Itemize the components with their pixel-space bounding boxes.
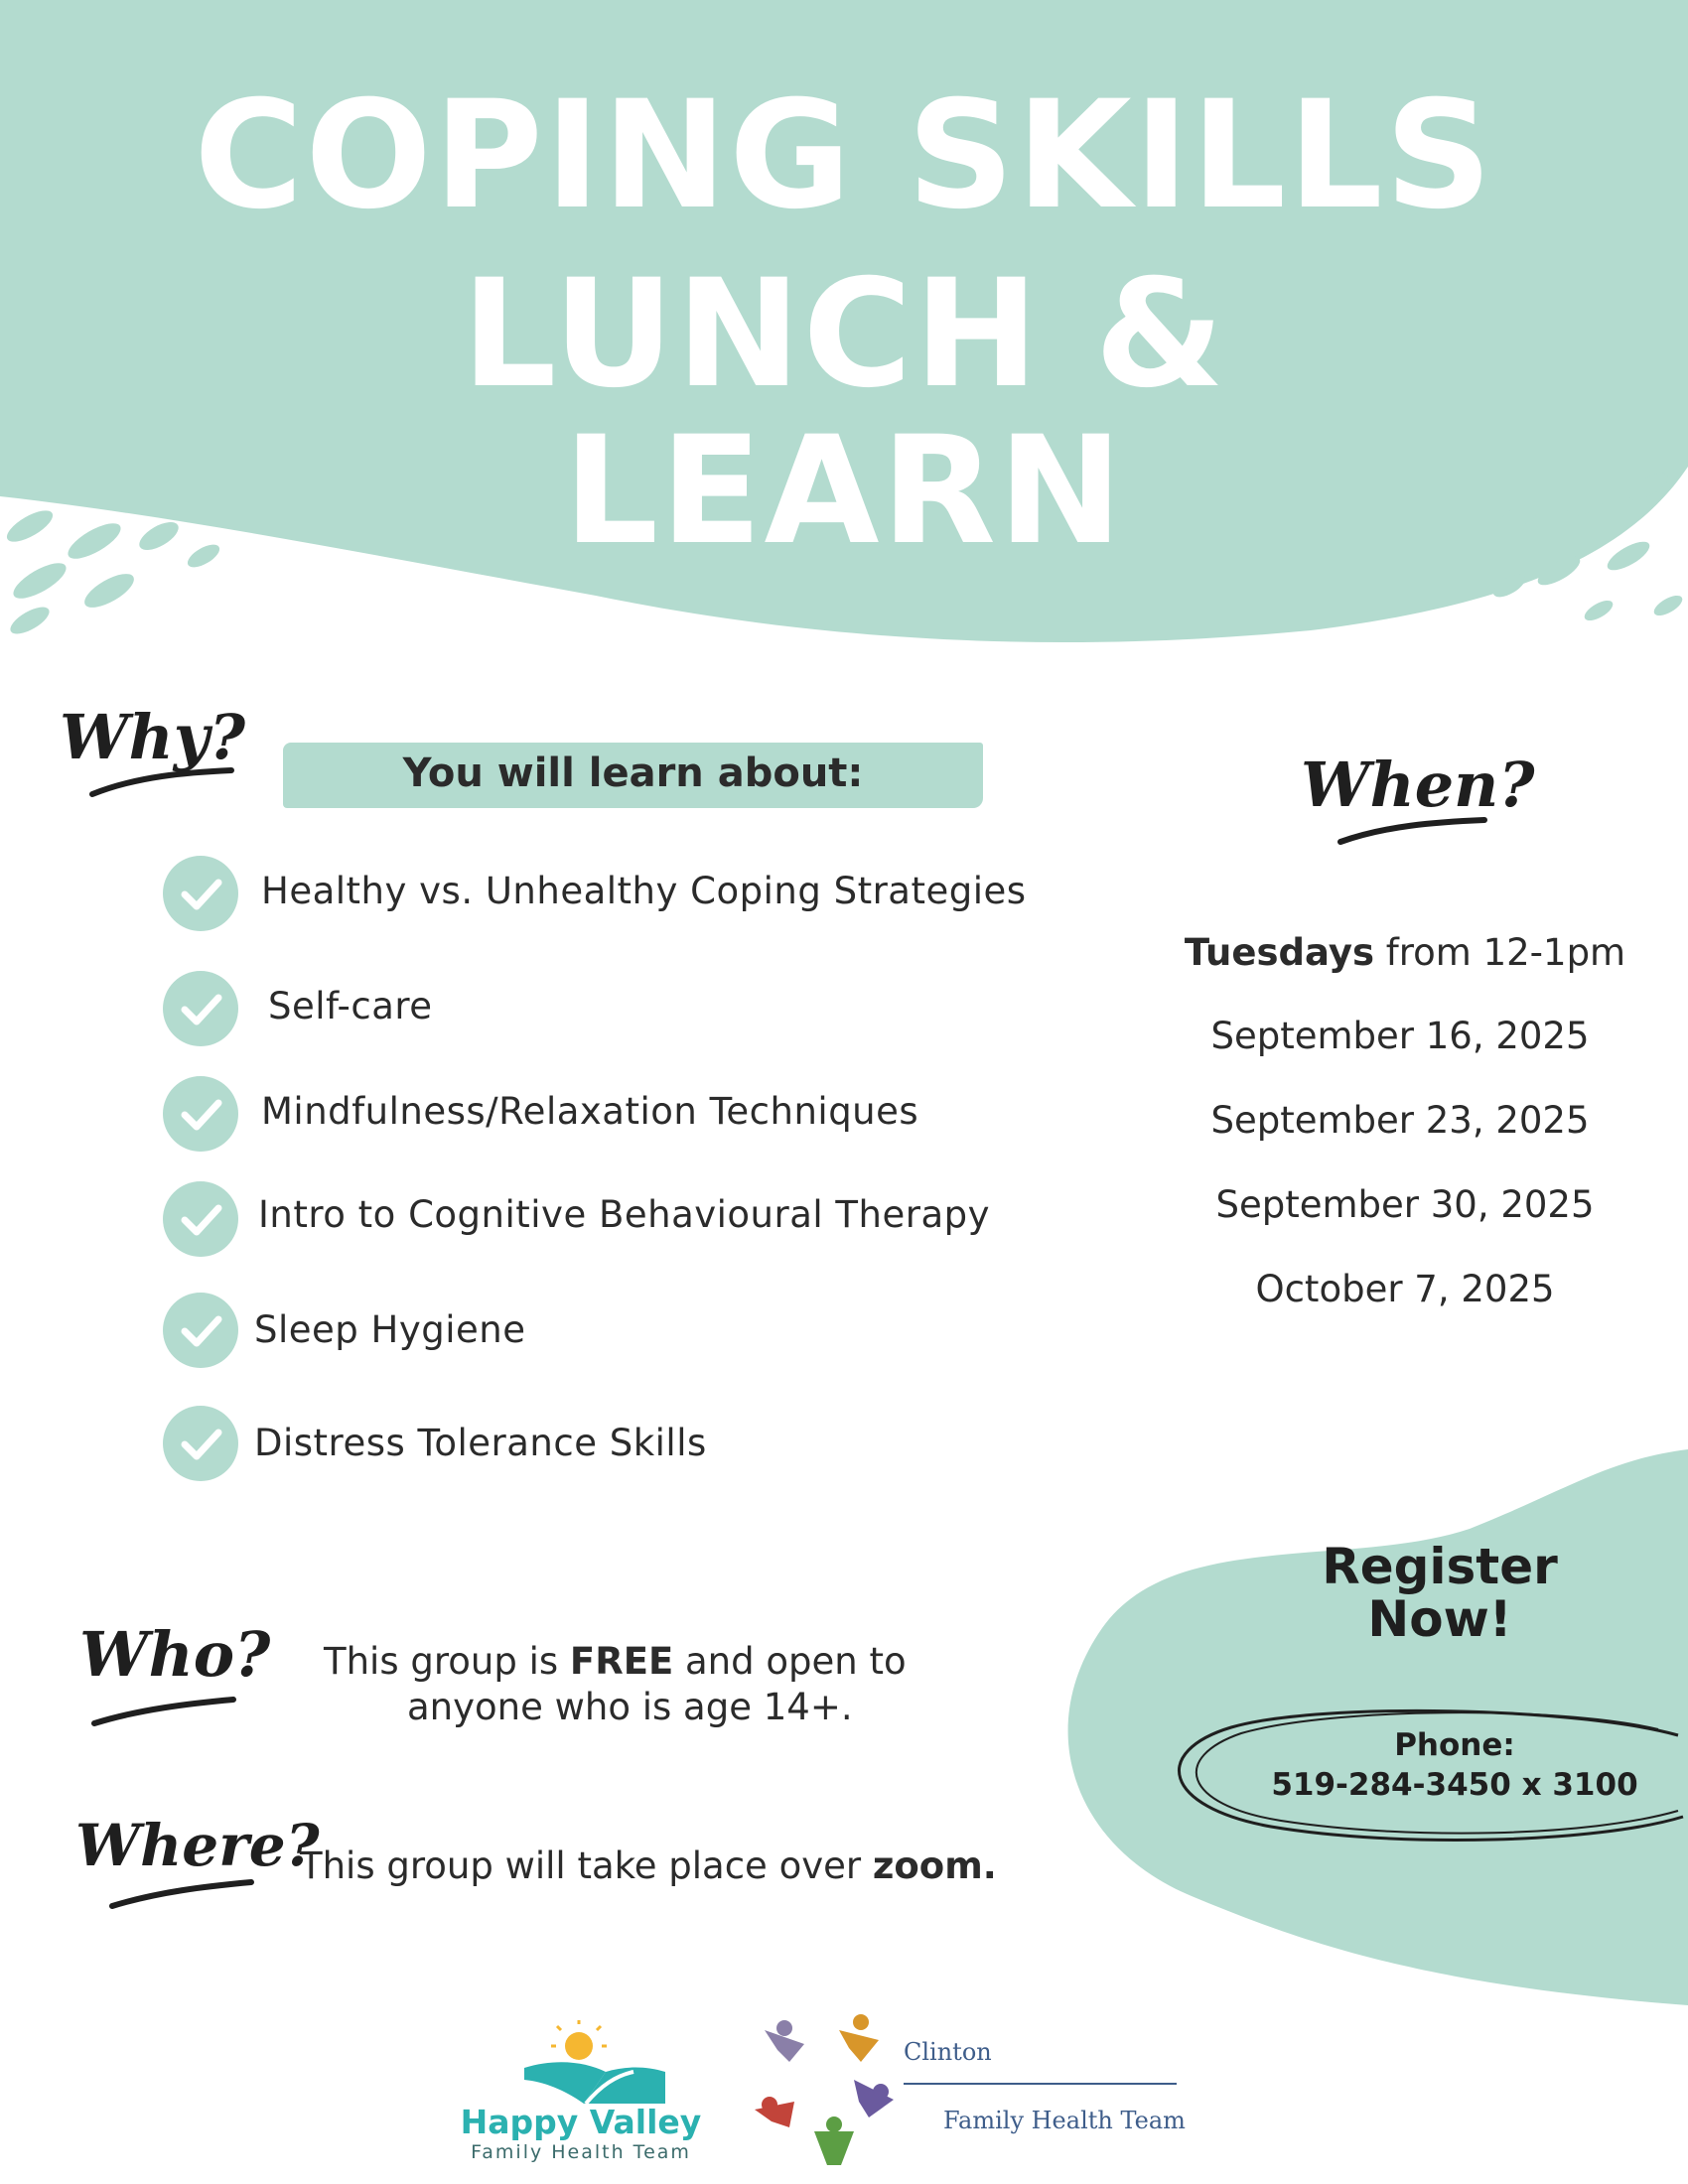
who-label: Who? [79, 1618, 271, 1691]
happy-valley-name: Happy Valley [460, 2103, 702, 2141]
where-zoom: zoom. [872, 1844, 997, 1887]
when-label: When? [1301, 749, 1535, 821]
check-icon [163, 856, 238, 931]
happy-valley-subtitle: Family Health Team [471, 2141, 691, 2163]
register-line-2: Now! [1367, 1589, 1512, 1648]
title-line-3: LEARN [563, 405, 1125, 578]
why-label: Why? [60, 701, 246, 773]
when-date: September 16, 2025 [1210, 1015, 1590, 1057]
phone-number[interactable]: 519-284-3450 x 3100 [1271, 1767, 1638, 1803]
register-line-1: Register [1322, 1538, 1558, 1595]
topic-item: Distress Tolerance Skills [254, 1422, 707, 1464]
topic-item: Intro to Cognitive Behavioural Therapy [258, 1193, 991, 1236]
where-text [300, 1844, 997, 1887]
check-icon [163, 1181, 238, 1257]
register-title [1251, 1538, 1628, 1648]
where-label: Where? [75, 1812, 320, 1879]
when-date: September 30, 2025 [1215, 1183, 1595, 1226]
where-underline [107, 1866, 256, 1916]
when-underline [1336, 806, 1494, 852]
who-line-2: anyone who is age 14+. [407, 1686, 853, 1728]
figure-orange [839, 2014, 879, 2062]
clinton-subtitle: Family Health Team [943, 2107, 1186, 2134]
when-day: Tuesdays [1184, 931, 1374, 974]
who-text-pre: This group is [324, 1640, 570, 1683]
when-date: September 23, 2025 [1210, 1099, 1590, 1142]
who-underline [89, 1684, 238, 1733]
happy-valley-logo [516, 2020, 675, 2110]
why-underline [87, 754, 236, 804]
clinton-name: Clinton [904, 2038, 992, 2066]
topic-item: Healthy vs. Unhealthy Coping Strategies [261, 870, 1027, 912]
check-icon [163, 1076, 238, 1152]
topic-item: Mindfulness/Relaxation Techniques [261, 1090, 919, 1133]
when-time: from 12-1pm [1373, 931, 1626, 974]
check-icon [163, 1293, 238, 1368]
figure-red [755, 2097, 794, 2127]
who-free: FREE [569, 1640, 674, 1683]
figure-purple [765, 2020, 804, 2062]
title-line-1: COPING SKILLS [194, 69, 1494, 242]
when-date: October 7, 2025 [1255, 1268, 1555, 1310]
topic-item: Self-care [268, 985, 433, 1027]
check-icon [163, 1406, 238, 1481]
clinton-logo [750, 2010, 899, 2169]
topic-item: Sleep Hygiene [254, 1308, 526, 1351]
where-text-pre: This group will take place over [300, 1844, 873, 1887]
check-icon [163, 971, 238, 1046]
clinton-divider [904, 2083, 1177, 2085]
who-text-post: and open to [673, 1640, 907, 1683]
learn-banner-text: You will learn about: [402, 751, 864, 796]
title-line-2: LUNCH & [461, 248, 1227, 421]
figure-violet [854, 2080, 894, 2117]
figure-green [814, 2116, 854, 2165]
when-schedule [1152, 931, 1658, 974]
phone-label: Phone: [1394, 1727, 1515, 1763]
who-line-1 [324, 1640, 907, 1683]
